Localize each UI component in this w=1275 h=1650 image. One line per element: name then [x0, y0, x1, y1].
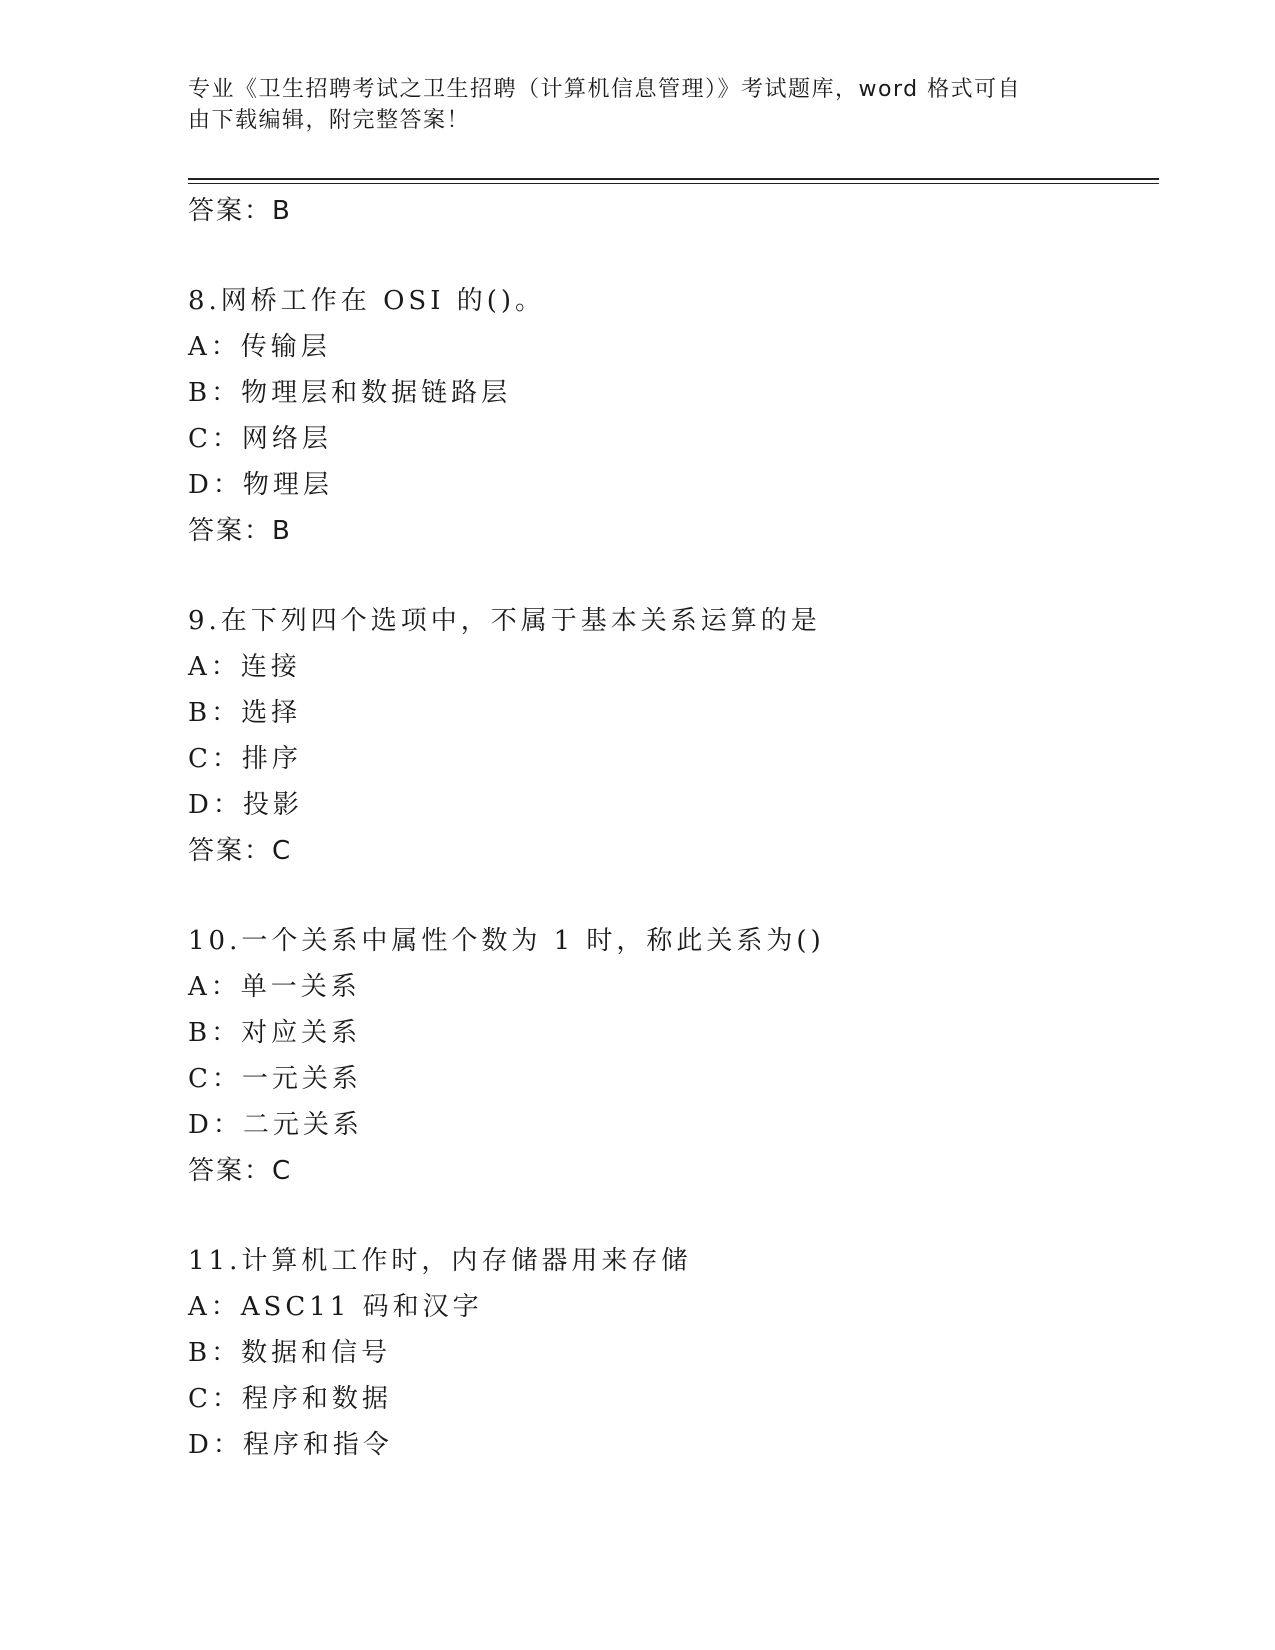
option-d: D：投影 [188, 790, 303, 820]
question-block [188, 598, 1159, 874]
header-divider-thin [188, 183, 1159, 184]
question-block [188, 918, 1159, 1194]
option-c: C：排序 [188, 744, 302, 774]
document-body [188, 188, 1159, 1468]
question-text: 11.计算机工作时，内存储器用来存储 [188, 1246, 692, 1276]
answer-line: 答案：B [188, 196, 292, 226]
document-header [188, 74, 1078, 136]
option-b: B：物理层和数据链路层 [188, 378, 512, 408]
option-c: C：程序和数据 [188, 1384, 392, 1414]
answer-line: 答案：B [188, 516, 292, 546]
option-c: C：一元关系 [188, 1064, 362, 1094]
answer-line: 答案：C [188, 836, 293, 866]
header-line-1: 专业《卫生招聘考试之卫生招聘（计算机信息管理）》考试题库，word 格式可自 [188, 77, 1022, 102]
option-b: B：对应关系 [188, 1018, 362, 1048]
question-text: 9.在下列四个选项中，不属于基本关系运算的是 [188, 606, 821, 636]
question-block [188, 1238, 1159, 1468]
option-c: C：网络层 [188, 424, 332, 454]
option-d: D：二元关系 [188, 1110, 363, 1140]
option-b: B：选择 [188, 698, 302, 728]
question-text: 8.网桥工作在 OSI 的()。 [188, 286, 546, 316]
option-d: D：程序和指令 [188, 1430, 393, 1460]
option-a: A：传输层 [188, 332, 331, 362]
header-line-2: 由下载编辑，附完整答案！ [188, 108, 471, 133]
header-divider-thick [188, 178, 1159, 180]
option-a: A：单一关系 [188, 972, 361, 1002]
option-a: A：连接 [188, 652, 301, 682]
option-a: A：ASC11 码和汉字 [188, 1292, 483, 1322]
answer-line: 答案：C [188, 1156, 293, 1186]
option-d: D：物理层 [188, 470, 333, 500]
question-text: 10.一个关系中属性个数为 1 时，称此关系为() [188, 926, 825, 956]
question-block [188, 278, 1159, 554]
option-b: B：数据和信号 [188, 1338, 392, 1368]
